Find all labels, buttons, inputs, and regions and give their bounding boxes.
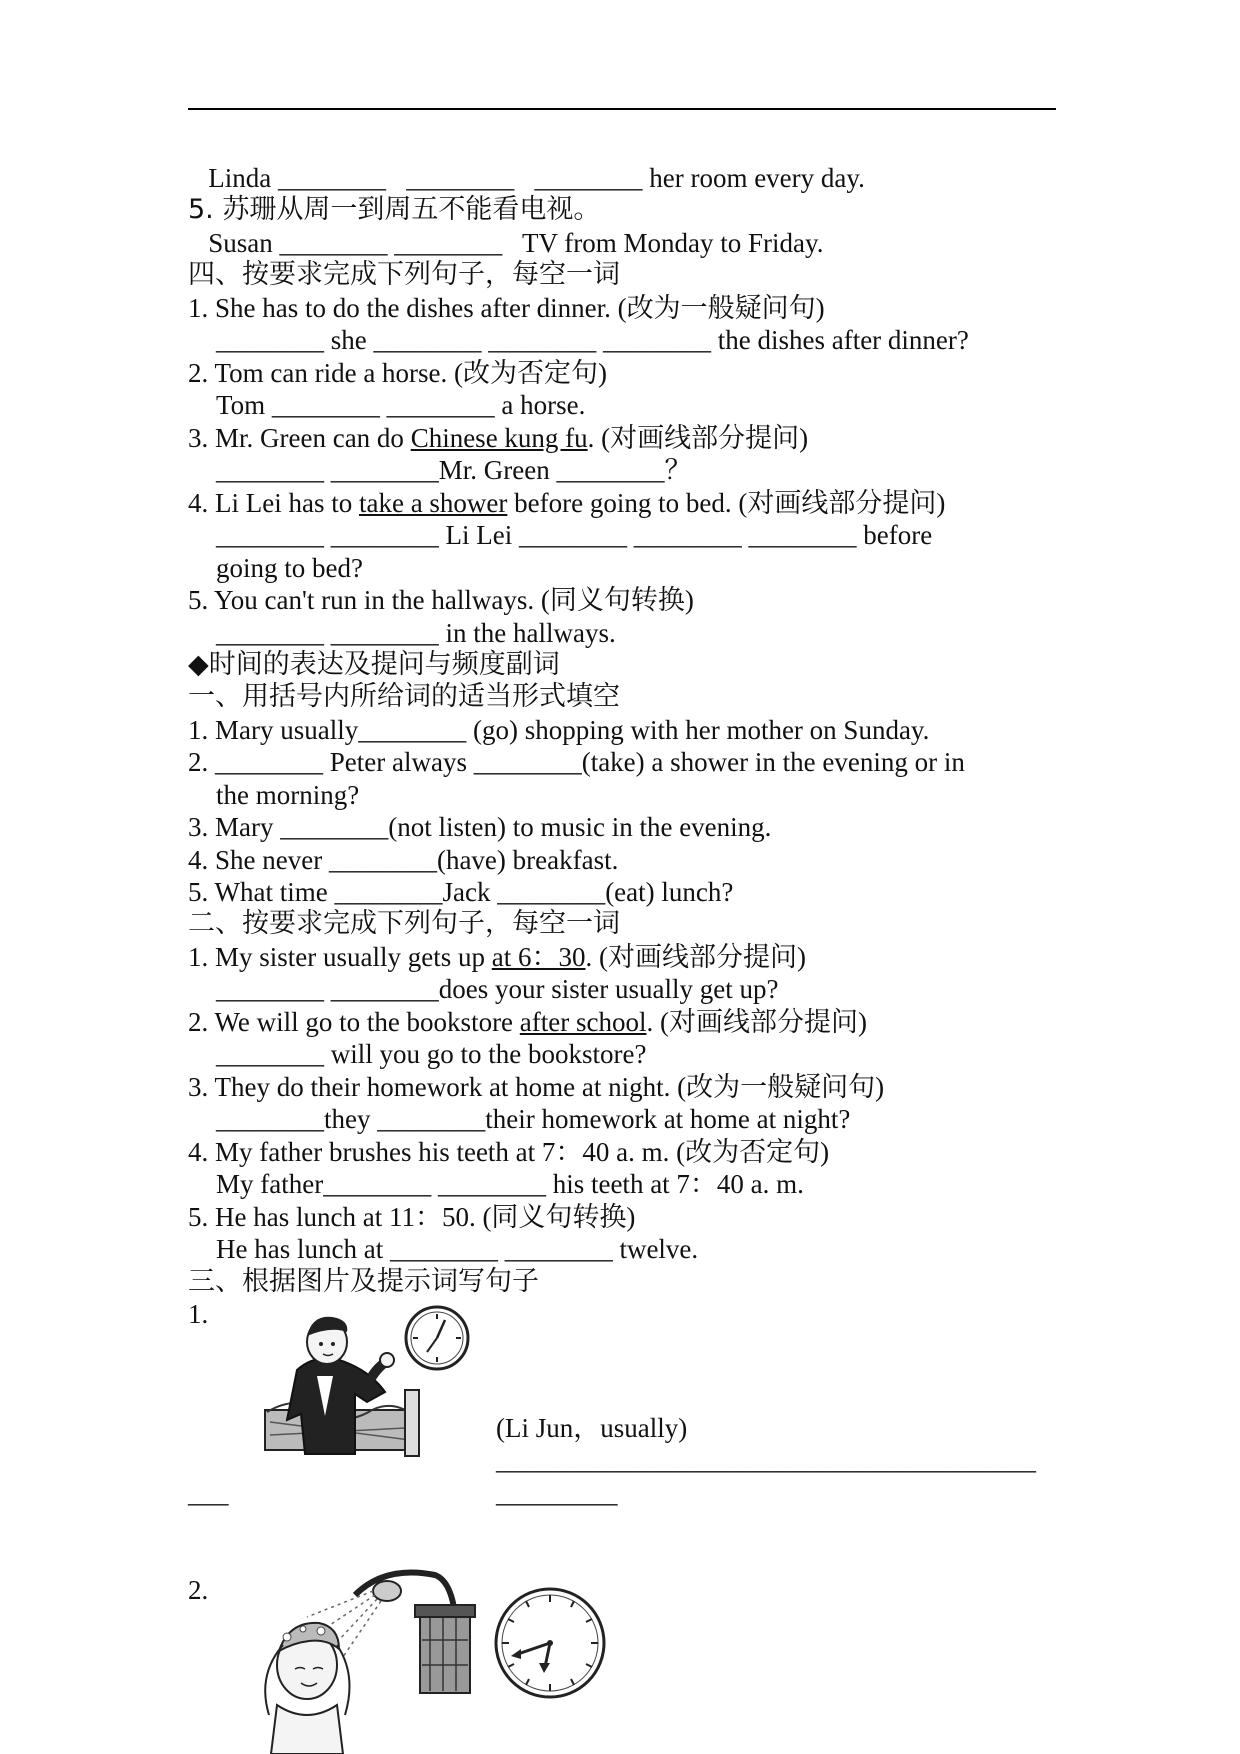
question-number: 1. [188,1299,209,1329]
underlined-phrase: at 6：30 [491,942,586,972]
question: 5. What time ________Jack ________(eat) lunch? [188,877,734,907]
header-rule [188,108,1056,110]
answer-line: He has lunch at ________ ________ twelve. [216,1234,699,1264]
answer-line: going to bed? [216,553,363,583]
answer-line: ________ ________does your sister usually get up? [216,974,779,1004]
boy-waking-up-illustration [255,1300,470,1470]
section-heading: 三、根据图片及提示词写句子 [188,1266,539,1297]
question: 5. You can't run in the hallways. (同义句转换) [188,585,694,615]
question [188,487,945,519]
answer-line: My father________ ________ his teeth at 7：40 a. m. [216,1169,804,1199]
section-heading: 四、按要求完成下列句子，每空一词 [188,259,620,290]
question: 5. He has lunch at 11：50. (同义句转换) [188,1202,636,1232]
section-heading: 一、用括号内所给词的适当形式填空 [188,681,620,712]
question: 2. ________ Peter always ________(take) a shower in the evening or in [188,747,965,777]
hint-text: (Li Jun，usually) [496,1413,688,1443]
answer-line: ________they ________their homework at home at night? [216,1104,851,1134]
answer-line: ________ ________ in the hallways. [216,618,616,648]
underlined-phrase: Chinese kung fu [410,423,588,453]
answer-line: ________________________________________ [496,1445,1036,1475]
boy-showering-illustration [255,1555,625,1754]
question-prefix: 3. Mr. Green can do [188,423,411,453]
question: 1. She has to do the dishes after dinner. (改为一般疑问句) [188,293,825,323]
answer-line: ___ [188,1478,229,1508]
answer-line: ________ will you go to the bookstore? [216,1039,647,1069]
question-suffix: . (对画线部分提问) [585,942,806,972]
question-number: 2. [188,1575,209,1605]
underlined-phrase: take a shower [358,488,508,518]
question-prefix: 2. We will go to the bookstore [188,1007,520,1037]
question: 2. Tom can ride a horse. (改为否定句) [188,358,608,388]
answer-line: ________ she ________ ________ ________ the dishes after dinner? [216,325,969,355]
answer-line: ________ ________ Li Lei ________ ________ ________ before [216,520,933,550]
question-suffix: . (对画线部分提问) [646,1007,867,1037]
underlined-phrase: after school [519,1007,647,1037]
section-heading: 二、按要求完成下列句子，每空一词 [188,908,620,939]
question: 4. She never ________(have) breakfast. [188,845,619,875]
question: 4. My father brushes his teeth at 7：40 a. m. (改为否定句) [188,1137,830,1167]
answer-line: ________ ________Mr. Green ________？ [216,455,692,485]
question-suffix: before going to bed. (对画线部分提问) [507,488,946,518]
section-heading: ◆时间的表达及提问与频度副词 [188,649,560,680]
question-prefix: 4. Li Lei has to [188,488,359,518]
text-line: Susan ________ ________ TV from Monday to Friday. [188,228,824,258]
text-line: Linda ________ ________ ________ her room every day. [188,163,865,193]
question-prefix: 1. My sister usually gets up [188,942,492,972]
text-line: 5. 苏珊从周一到周五不能看电视。 [188,194,601,225]
question: 3. They do their homework at home at night. (改为一般疑问句) [188,1072,885,1102]
answer-line: Tom ________ ________ a horse. [216,390,586,420]
question: 1. Mary usually________ (go) shopping with her mother on Sunday. [188,715,930,745]
question [188,422,808,454]
answer-line: the morning? [216,780,360,810]
question-suffix: . (对画线部分提问) [587,423,809,453]
answer-line: _________ [496,1478,618,1508]
question [188,1006,867,1038]
question: 3. Mary ________(not listen) to music in the evening. [188,812,772,842]
question [188,941,806,973]
